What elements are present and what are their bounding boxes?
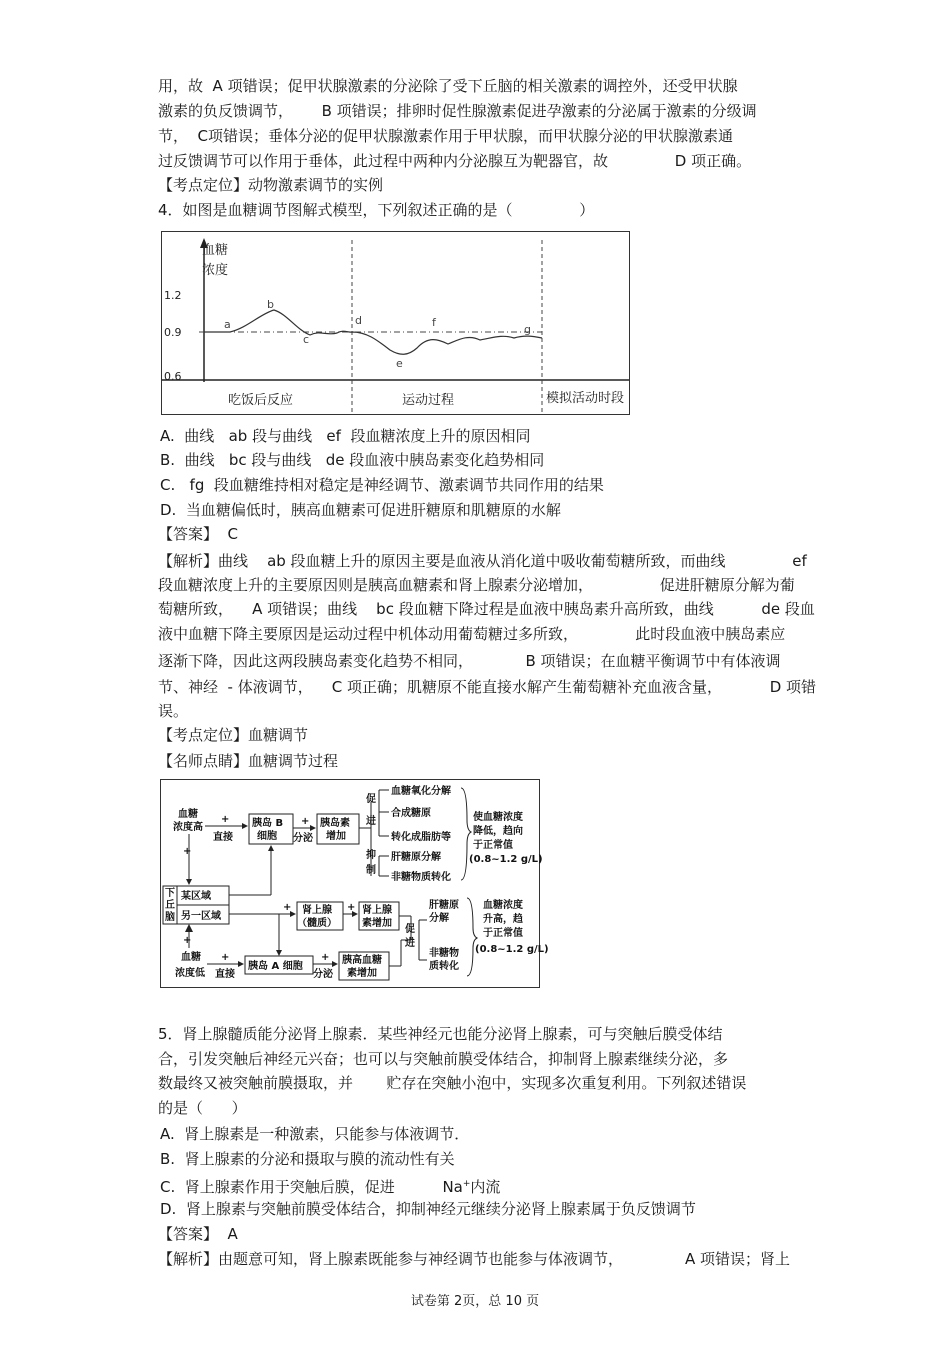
text-line: 激素的负反馈调节， B 项错误；排卵时促性腺激素促进孕激素的分泌属于激素的分级调: [158, 102, 757, 120]
result-text: 于正常值: [473, 840, 513, 851]
result-text: (0.8~1.2 g/L): [475, 944, 549, 955]
gluconeogenesis: 非糖物: [429, 948, 459, 959]
point-label: b: [267, 298, 274, 311]
glucagon-increase: 胰高血糖: [342, 955, 382, 966]
adrenaline-increase: 肾上腺: [362, 905, 392, 916]
high-sugar-label: 浓度高: [173, 822, 203, 833]
option-c: C. fg 段血糖维持相对稳定是神经调节、激素调节共同作用的结果: [160, 476, 604, 494]
option-c-text: C. 肾上腺素作用于突触后膜，促进 Na: [160, 1178, 463, 1196]
question-5-stem: 5．肾上腺髓质能分泌肾上腺素．某些神经元也能分泌肾上腺素，可与突触后膜受体结: [158, 1025, 723, 1043]
y-tick-label: 0.9: [164, 326, 182, 339]
question-4-stem: 4．如图是血糖调节图解式模型，下列叙述正确的是（ ）: [158, 201, 595, 219]
y-tick-label: 1.2: [164, 289, 182, 302]
y-axis-label: 浓度: [202, 263, 229, 278]
region-label: 某区域: [181, 891, 211, 902]
y-tick-label: 0.6: [164, 370, 182, 383]
blood-sugar-curve: [162, 232, 629, 414]
text-line: 节， C项错误；垂体分泌的促甲状腺激素作用于甲状腺，而甲状腺分泌的甲状腺激素通: [158, 127, 734, 145]
point-label: e: [396, 357, 403, 370]
result-text: 血糖浓度: [483, 900, 523, 911]
promote-item: 转化成脂肪等: [391, 832, 451, 843]
answer: 【答案】 C: [158, 525, 239, 543]
option-d: D. 肾上腺素与突触前膜受体结合，抑制神经元继续分泌肾上腺素属于负反馈调节: [160, 1200, 696, 1218]
promote-label: 促: [405, 924, 415, 935]
stage-label: 吃饭后反应: [228, 393, 294, 408]
secrete-label: 分泌: [293, 833, 313, 844]
direct-label: 直接: [215, 969, 235, 980]
promote-label: 进: [366, 816, 376, 827]
analysis-line: 液中血糖下降主要原因是运动过程中机体动用葡萄糖过多所致， 此时段血液中胰岛素应: [158, 625, 786, 643]
plus-sign: +: [321, 952, 330, 963]
plus-sign: +: [221, 814, 230, 825]
promote-item: 血糖氧化分解: [391, 786, 451, 797]
stage-label: 运动过程: [402, 393, 455, 408]
inhibit-item: 肝糖原分解: [391, 852, 441, 863]
analysis-line: 节、神经 - 体液调节， C 项正确；肌糖原不能直接水解产生葡萄糖补充血液含量， D 项错: [158, 678, 817, 696]
answer: 【答案】 A: [158, 1225, 238, 1243]
stage-label: 模拟活动时段: [546, 391, 625, 406]
point-label: g: [524, 323, 531, 336]
hypothalamus-label: 下: [165, 888, 175, 899]
region-label: 另一区域: [181, 911, 221, 922]
analysis-line: 萄糖所致， A 项错误；曲线 bc 段血糖下降过程是血液中胰岛素升高所致，曲线 de 段血: [158, 600, 815, 618]
analysis-line: 【解析】由题意可知，肾上腺素既能参与神经调节也能参与体液调节， A 项错误；肾上: [158, 1250, 791, 1268]
option-d: D. 当血糖偏低时，胰高血糖素可促进肝糖原和肌糖原的水解: [160, 501, 561, 519]
beta-cell: 胰岛 B: [252, 818, 284, 829]
glucagon-increase: 素增加: [347, 968, 377, 979]
teacher-tip: 【名师点睛】血糖调节过程: [158, 752, 339, 770]
plus-sign: +: [183, 935, 192, 946]
low-sugar-label: 浓度低: [175, 968, 205, 979]
secrete-label: 分泌: [313, 969, 333, 980]
question-5-stem: 数最终又被突触前膜摄取，并 贮存在突触小泡中，实现多次重复利用。下列叙述错误: [158, 1074, 747, 1092]
inhibit-label: 抑: [366, 850, 376, 861]
question-5-stem: 合，引发突触后神经元兴奋；也可以与突触前膜受体结合，抑制肾上腺素继续分泌，多: [158, 1050, 729, 1068]
high-sugar-label: 血糖: [178, 809, 198, 820]
insulin-increase: 增加: [326, 831, 346, 842]
analysis-line: 误。: [158, 702, 189, 720]
inhibit-label: 制: [366, 865, 376, 876]
hypothalamus-label: 丘: [165, 900, 175, 911]
gluconeogenesis: 质转化: [429, 961, 459, 972]
adrenaline-increase: 素增加: [362, 918, 392, 929]
option-b: B. 曲线 bc 段与曲线 de 段血液中胰岛素变化趋势相同: [160, 451, 545, 469]
text-line: 过反馈调节可以作用于垂体，此过程中两种内分泌腺互为靶器官，故 D 项正确。: [158, 152, 752, 170]
analysis-line: 【解析】曲线 ab 段血糖上升的原因主要是血液从消化道中吸收葡萄糖所致，而曲线 ef: [158, 552, 807, 570]
option-c: [160, 1174, 500, 1197]
direct-label: 直接: [213, 832, 233, 843]
result-text: 使血糖浓度: [473, 812, 523, 823]
result-text: 降低，趋向: [473, 826, 523, 837]
regulation-flowchart: [161, 780, 549, 987]
adrenal-gland: （髓质）: [297, 918, 337, 929]
plus-sign: +: [301, 816, 310, 827]
result-text: 于正常值: [483, 928, 523, 939]
option-a: A. 曲线 ab 段与曲线 ef 段血糖浓度上升的原因相同: [160, 427, 531, 445]
plus-sign: +: [183, 846, 192, 857]
promote-item: 合成糖原: [391, 808, 431, 819]
superscript-plus: +: [462, 1179, 471, 1189]
point-label: c: [303, 333, 310, 346]
alpha-cell: 胰岛 A 细胞: [248, 961, 303, 972]
analysis-line: 段血糖浓度上升的主要原因则是胰高血糖素和肾上腺素分泌增加， 促进肝糖原分解为葡: [158, 576, 795, 594]
beta-cell: 细胞: [257, 831, 277, 842]
blood-sugar-curve-figure: [161, 231, 630, 415]
analysis-line: 逐渐下降，因此这两段胰岛素变化趋势不相同， B 项错误；在血糖平衡调节中有体液调: [158, 652, 781, 670]
promote-label: 进: [405, 938, 415, 949]
text-line: 用，故 A 项错误；促甲状腺激素的分泌除了受下丘脑的相关激素的调控外，还受甲状腺: [158, 77, 738, 95]
question-5-stem: 的是（ ）: [158, 1099, 247, 1117]
knowledge-point: 【考点定位】血糖调节: [158, 726, 309, 744]
result-text: 升高，趋: [483, 914, 523, 925]
inhibit-item: 非糖物质转化: [391, 872, 451, 883]
low-sugar-label: 血糖: [181, 952, 201, 963]
point-label: f: [432, 316, 436, 329]
point-label: d: [355, 314, 362, 327]
option-c-tail: 内流: [470, 1178, 501, 1196]
plus-sign: +: [283, 902, 292, 913]
glycogenolysis: 分解: [429, 913, 449, 924]
plus-sign: +: [347, 902, 356, 913]
glycogenolysis: 肝糖原: [429, 900, 459, 911]
insulin-increase: 胰岛素: [320, 818, 350, 829]
promote-label: 促: [366, 794, 376, 805]
hypothalamus-label: 脑: [165, 912, 175, 923]
option-b: B. 肾上腺素的分泌和摄取与膜的流动性有关: [160, 1150, 455, 1168]
option-a: A. 肾上腺素是一种激素，只能参与体液调节．: [160, 1125, 470, 1143]
plus-sign: +: [221, 952, 230, 963]
adrenal-gland: 肾上腺: [302, 905, 332, 916]
y-axis-label: 血糖: [202, 243, 229, 258]
knowledge-point: 【考点定位】动物激素调节的实例: [158, 176, 384, 194]
point-label: a: [224, 318, 231, 331]
result-text: (0.8~1.2 g/L): [469, 854, 543, 865]
page-footer: 试卷第 2页，总 10 页: [410, 1294, 540, 1309]
blood-sugar-regulation-diagram: [160, 779, 549, 988]
